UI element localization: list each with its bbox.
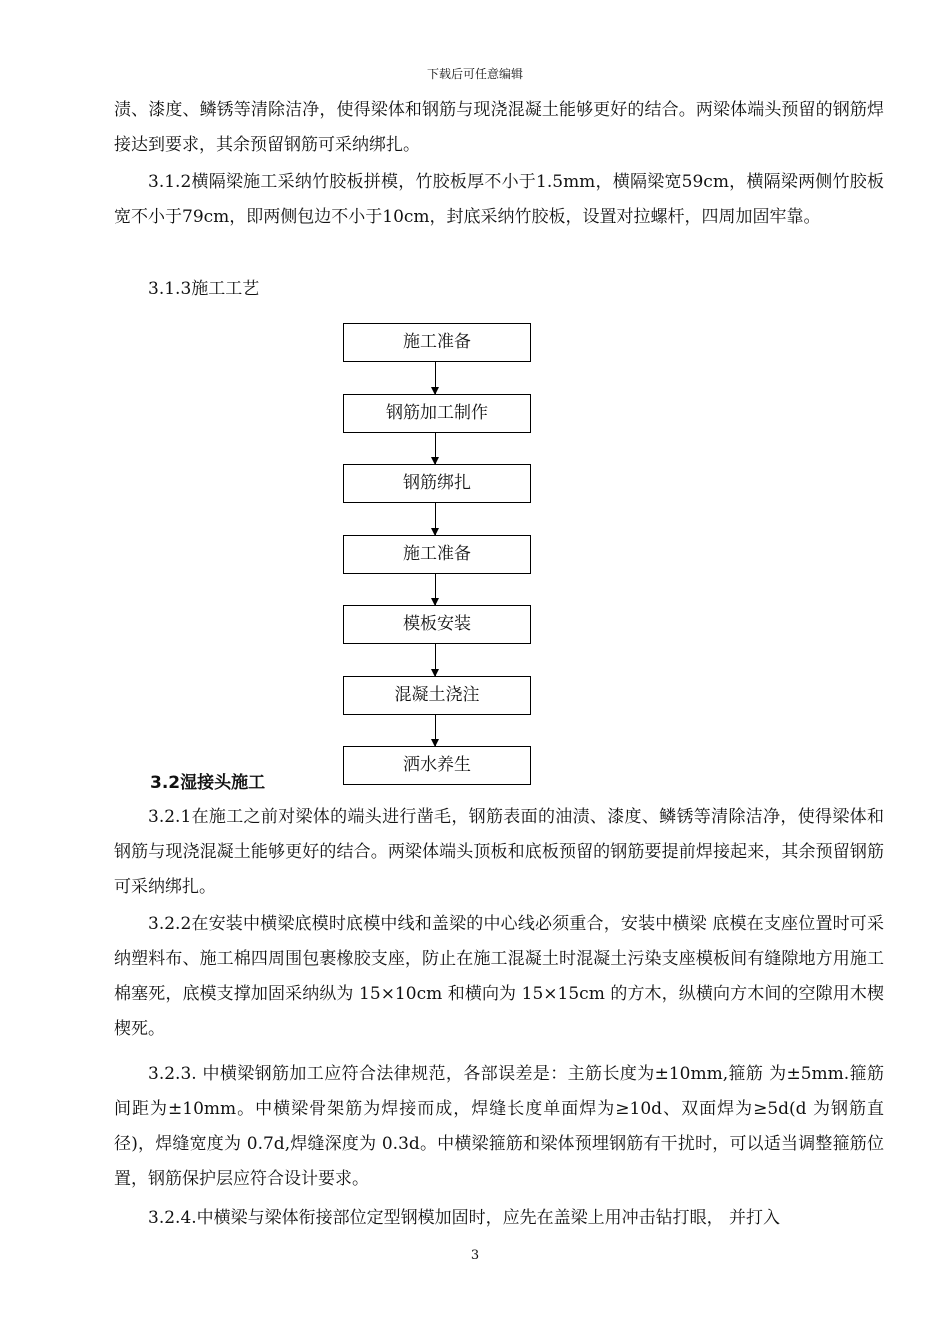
page-number: 3 xyxy=(470,1248,480,1263)
flow-arrow-6 xyxy=(435,714,436,746)
paragraph-3-2-1: 3.2.1在施工之前对梁体的端头进行凿毛，钢筋表面的油渍、漆度、鳞锈等清除洁净，使得梁体和钢筋与现浇混凝土能够更好的结合。两梁体端头顶板和底板预留的钢筋要提前焊接起来，其余预留钢筋可采纳绑扎。 xyxy=(114,807,884,897)
flow-arrow-3 xyxy=(435,502,436,535)
flow-step-7: 洒水养生 xyxy=(343,746,531,785)
paragraph-3-1-3: 3.1.3施工工艺 xyxy=(148,279,260,299)
section-heading-3-2: 3.2湿接头施工 xyxy=(150,773,266,793)
paragraph-3-1-2: 3.1.2横隔梁施工采纳竹胶板拼模，竹胶板厚不小于1.5mm，横隔梁宽59cm，横隔梁两侧竹胶板宽不小于79cm，即两侧包边不小于10cm，封底采纳竹胶板，设置对拉螺杆，四周加固牢靠。 xyxy=(114,172,884,227)
flow-step-6: 混凝土浇注 xyxy=(343,676,531,715)
paragraph-continuation: 渍、漆度、鳞锈等清除洁净，使得梁体和钢筋与现浇混凝土能够更好的结合。两梁体端头预留的钢筋焊接达到要求，其余预留钢筋可采纳绑扎。 xyxy=(114,100,884,155)
paragraph-3-2-4: 3.2.4.中横梁与梁体衔接部位定型钢模加固时，应先在盖梁上用冲击钻打眼， 并打入 xyxy=(148,1208,781,1228)
construction-flowchart xyxy=(343,323,531,785)
flow-step-5: 模板安装 xyxy=(343,605,531,644)
flow-arrow-5 xyxy=(435,643,436,676)
flow-step-1: 施工准备 xyxy=(343,323,531,362)
paragraph-3-2-2: 3.2.2在安装中横梁底模时底模中线和盖梁的中心线必须重合，安装中横梁 底模在支座位置时可采纳塑料布、施工棉四周围包裹橡胶支座，防止在施工混凝土时混凝土污染支座模板间有缝隙地方用施工棉塞死，底模支撑加固采纳纵为 15×10cm 和横向为 15×15cm 的方木，纵横向方木间的空隙用木楔楔死。 xyxy=(114,914,884,1039)
flow-arrow-1 xyxy=(435,361,436,394)
flow-step-2: 钢筋加工制作 xyxy=(343,394,531,433)
flow-step-3: 钢筋绑扎 xyxy=(343,464,531,503)
page-header: 下载后可任意编辑 xyxy=(426,67,523,81)
paragraph-3-2-3: 3.2.3. 中横梁钢筋加工应符合法律规范，各部误差是：主筋长度为±10mm,箍筋 为±5mm.箍筋间距为±10mm。中横梁骨架筋为焊接而成，焊缝长度单面焊为≥10d、双面焊为≥5d(d 为钢筋直径)，焊缝宽度为 0.7d,焊缝深度为 0.3d。中横梁箍筋和梁体预埋钢筋有干扰时，可以适当调整箍筋位置，钢筋保护层应符合设计要求。 xyxy=(114,1064,884,1189)
flow-arrow-2 xyxy=(435,432,436,464)
flow-step-4: 施工准备 xyxy=(343,535,531,574)
flow-arrow-4 xyxy=(435,573,436,605)
